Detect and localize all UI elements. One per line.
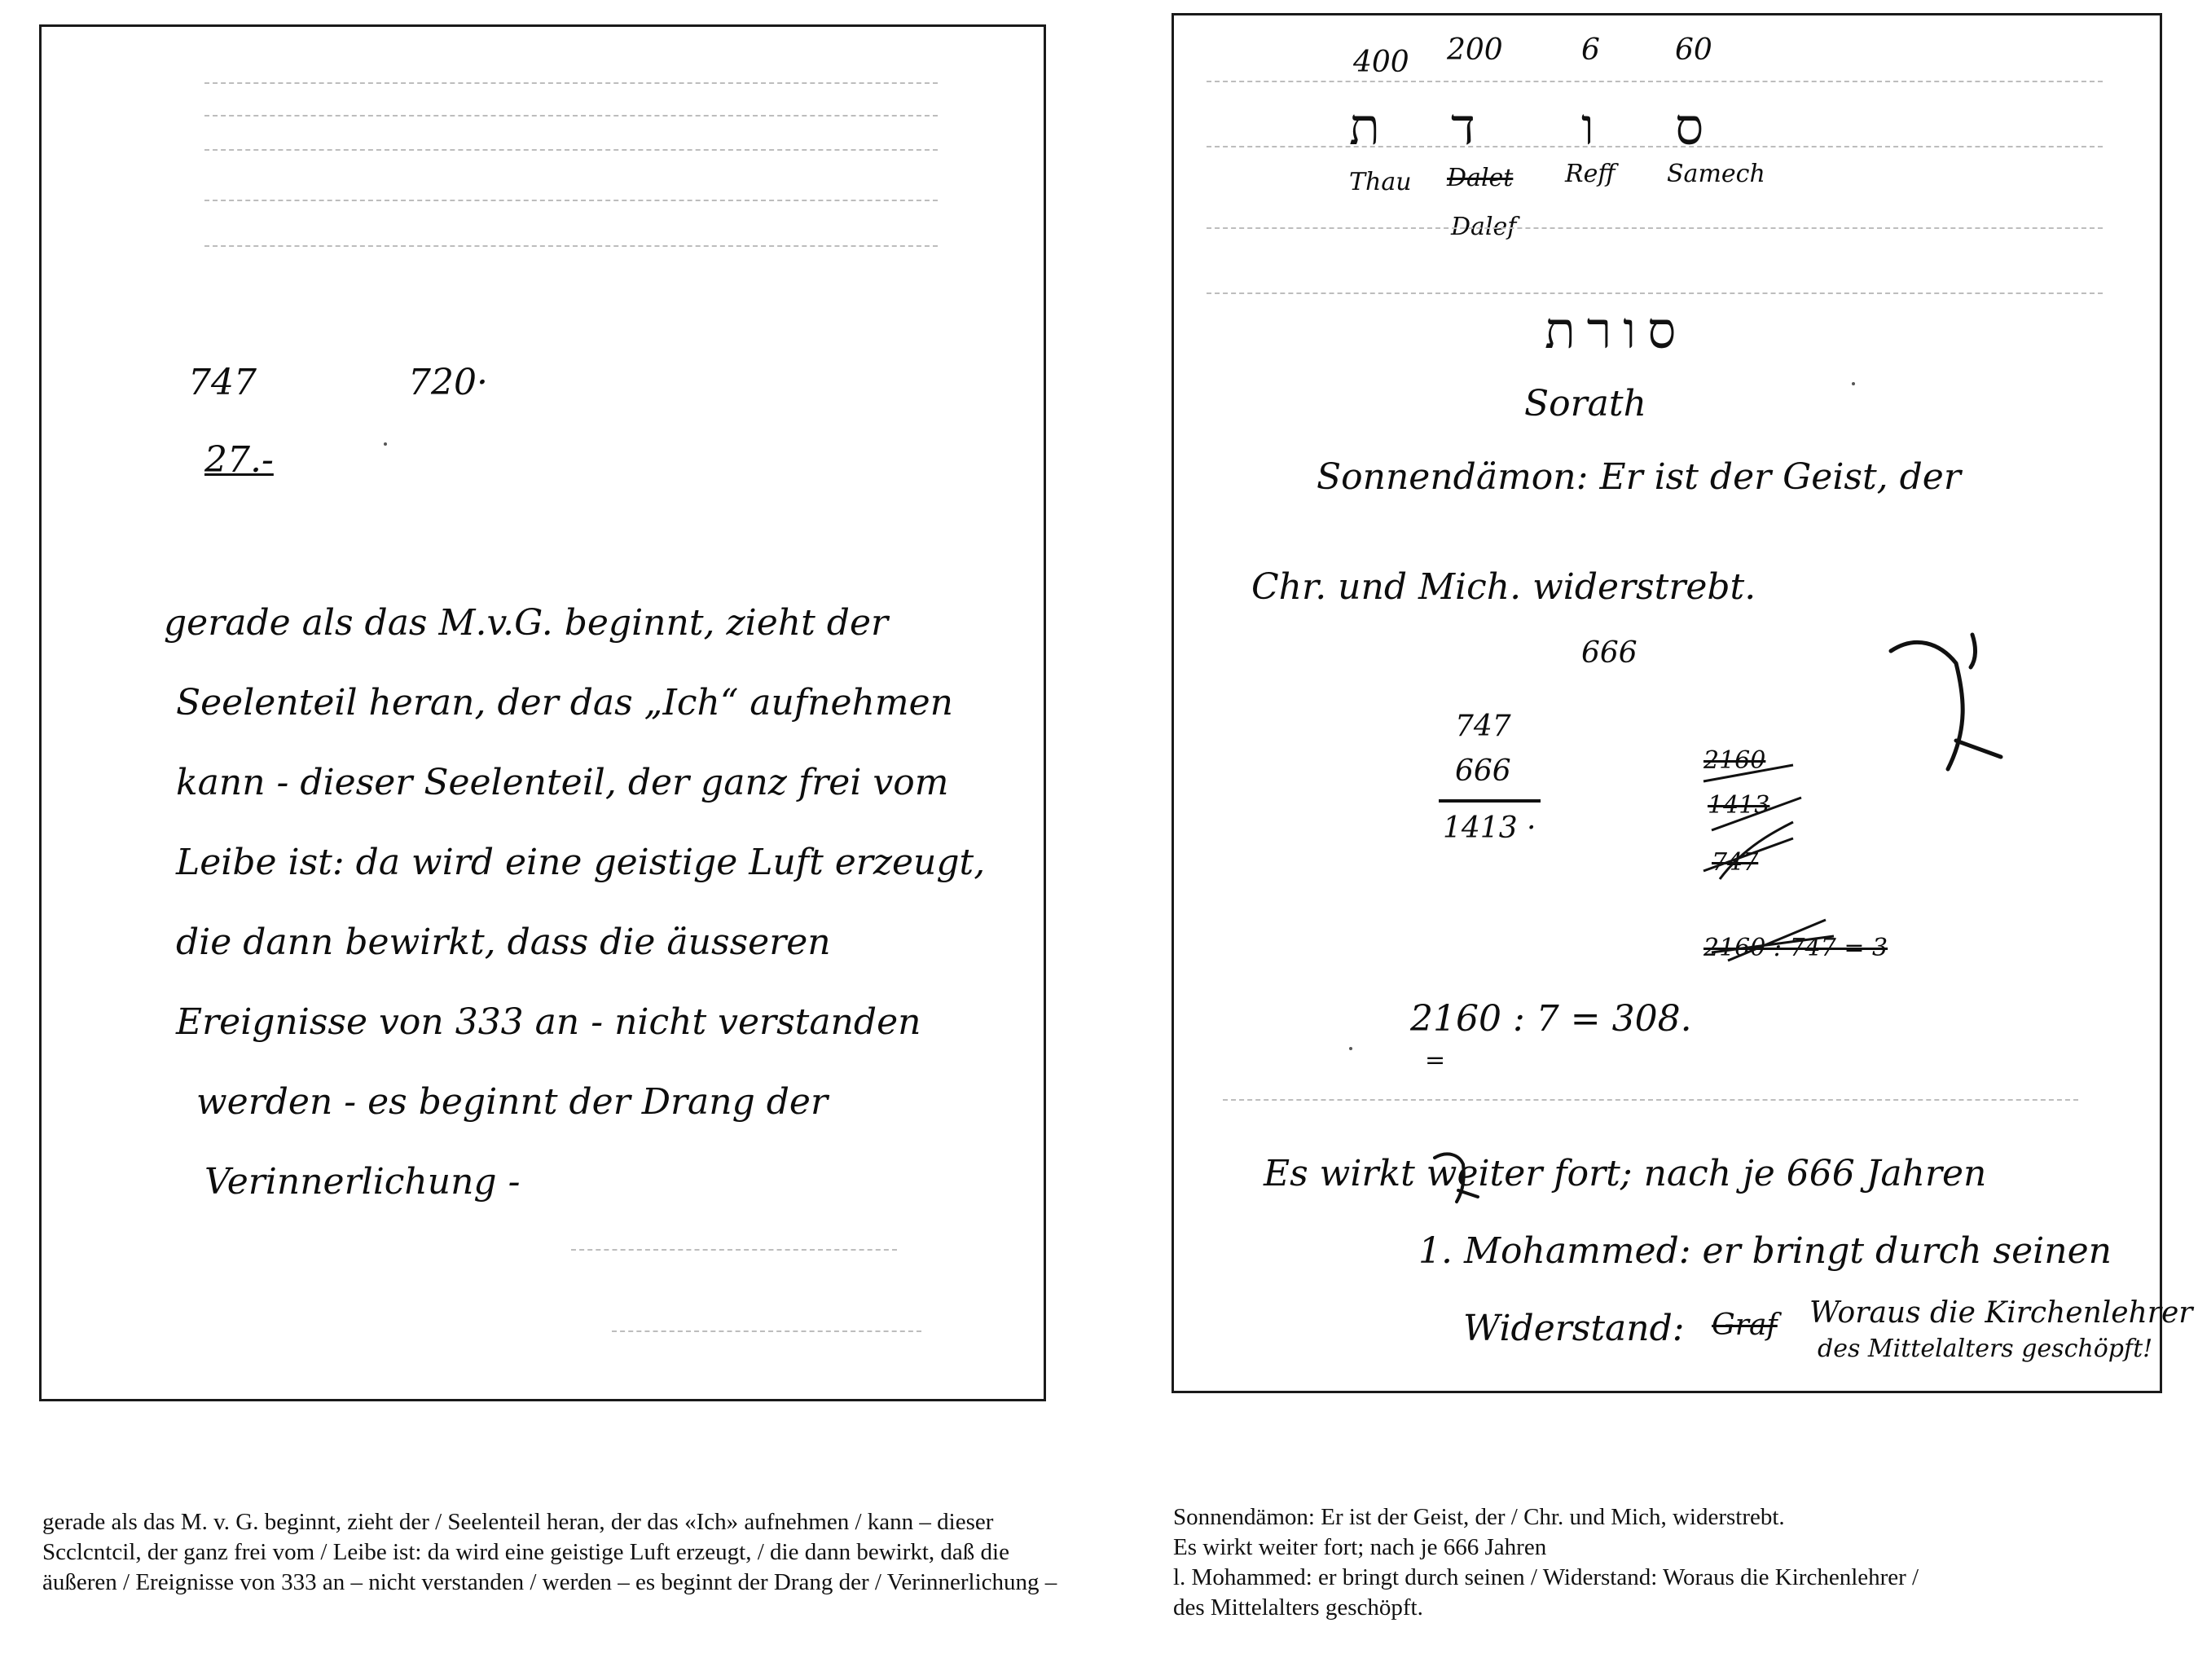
sorath-sign-small-icon [1431,1148,1479,1205]
struck-number-2: 1413 [1708,791,1770,820]
number-666: 666 [1581,636,1638,670]
faint-rule [1207,146,2103,147]
faint-rule [612,1330,921,1332]
handwritten-line-5: die dann bewirkt, dass die äusseren [176,921,831,963]
struck-number-1: 2160 [1703,746,1766,775]
transcription-right-line: des Mittelalters geschöpft. [1173,1594,1423,1621]
handwritten-line-8: Verinnerlichung - [204,1161,521,1203]
letter-name-thau: Thau [1349,168,1412,196]
hebrew-letter-dalet: ד [1451,97,1475,156]
sum-operand-747: 747 [1455,710,1511,743]
handwritten-line-sonnendaemon: Sonnendämon: Er ist der Geist, der [1317,456,1961,498]
number-747: 747 [188,362,257,403]
transcription-right-line: l. Mohammed: er bringt durch seinen / Widerstand: Woraus die Kirchenlehrer / [1173,1564,1919,1590]
handwritten-line-mittelalters: des Mittelalters geschöpft! [1818,1335,2153,1363]
faint-rule [571,1249,897,1251]
handwritten-line-3: kann - dieser Seelenteil, der ganz frei vom [176,762,949,803]
ink-dot [384,442,387,446]
handwritten-line-mohammed: 1. Mohammed: er bringt durch seinen [1418,1230,2112,1272]
hebrew-letter-vav: ו [1581,97,1594,156]
value-60: 60 [1675,33,1712,67]
hebrew-word-sorath: סורת [1545,301,1688,360]
transcription-right [1173,1502,2175,1623]
ink-dot [1349,1047,1352,1050]
handwritten-line-4: Leibe ist: da wird eine geistige Luft erzeugt, [176,842,986,883]
value-200: 200 [1447,33,1503,67]
handwritten-line-widerstrebt: Chr. und Mich. widerstrebt. [1251,566,1756,608]
faint-rule [204,82,938,84]
transcription-right-line: Sonnendämon: Er ist der Geist, der / Chr. und Mich, widerstrebt. [1173,1504,1785,1530]
handwritten-line-6: Ereignisse von 333 an - nicht verstanden [176,1001,921,1043]
letter-name-reff: Reff [1565,160,1616,188]
faint-rule [204,200,938,201]
struck-number-3: 747 [1712,848,1759,877]
handwritten-struck-word: Graf [1712,1308,1778,1342]
handwritten-word-widerstand: Widerstand: [1463,1308,1685,1349]
hebrew-letter-thau: ת [1349,97,1380,156]
scribble-icon [1695,746,1842,977]
handwritten-line-es-wirkt: Es wirkt weiter fort; nach je 666 Jahren [1264,1153,1987,1194]
transcription-left: gerade als das M. v. G. beginnt, zieht der / Seelenteil heran, der das «Ich» aufnehmen / kann – dieser Scclcntcil, der ganz frei vom / Leibe ist: da wird eine geistige Luft erzeugt, / die dann bewirkt, daß die äußeren / Ereignisse von 333 an – nicht verstanden / werden – es beginnt der Drang der / Verinnerlichung – [42,1509,1057,1595]
value-6: 6 [1581,33,1600,67]
faint-rule [204,245,938,247]
letter-name-dalef: Dalef [1451,213,1517,241]
letter-name-samech: Samech [1667,160,1765,188]
faint-rule [1207,227,2103,229]
transcription-right-line: Es wirkt weiter fort; nach je 666 Jahren [1173,1534,1547,1560]
handwritten-line-kirchenlehrer: Woraus die Kirchenlehrer [1809,1296,2193,1330]
number-720: 720· [408,362,488,403]
faint-rule [1223,1099,2078,1101]
division-line: 2160 : 7 = 308. [1410,998,1692,1040]
sum-result: 1413 · [1443,811,1536,845]
sum-operand-666: 666 [1455,754,1511,788]
faint-rule [204,115,938,117]
word-sorath: Sorath [1524,383,1646,424]
sorath-sign-icon [1883,618,2005,773]
manuscript-page-right [1172,13,2193,1393]
division-mark: = [1425,1046,1446,1075]
ink-dot [1852,382,1855,385]
handwritten-line-1: gerade als das M.v.G. beginnt, zieht der [164,602,889,644]
handwritten-line-2: Seelenteil heran, der das „Ich“ aufnehmen [176,682,953,723]
faint-rule [204,149,938,151]
sum-rule [1439,799,1541,803]
manuscript-page-left [39,24,1046,1401]
letter-name-struck: Dalet [1447,164,1514,192]
value-400: 400 [1353,46,1409,79]
faint-rule [1207,81,2103,82]
faint-rule [1207,292,2103,294]
number-27: 27.- [204,439,274,481]
struck-division: 2160 : 747 = 3 [1703,934,1888,962]
hebrew-letter-samech: ס [1675,97,1704,156]
handwritten-line-7: werden - es beginnt der Drang der [196,1081,829,1123]
